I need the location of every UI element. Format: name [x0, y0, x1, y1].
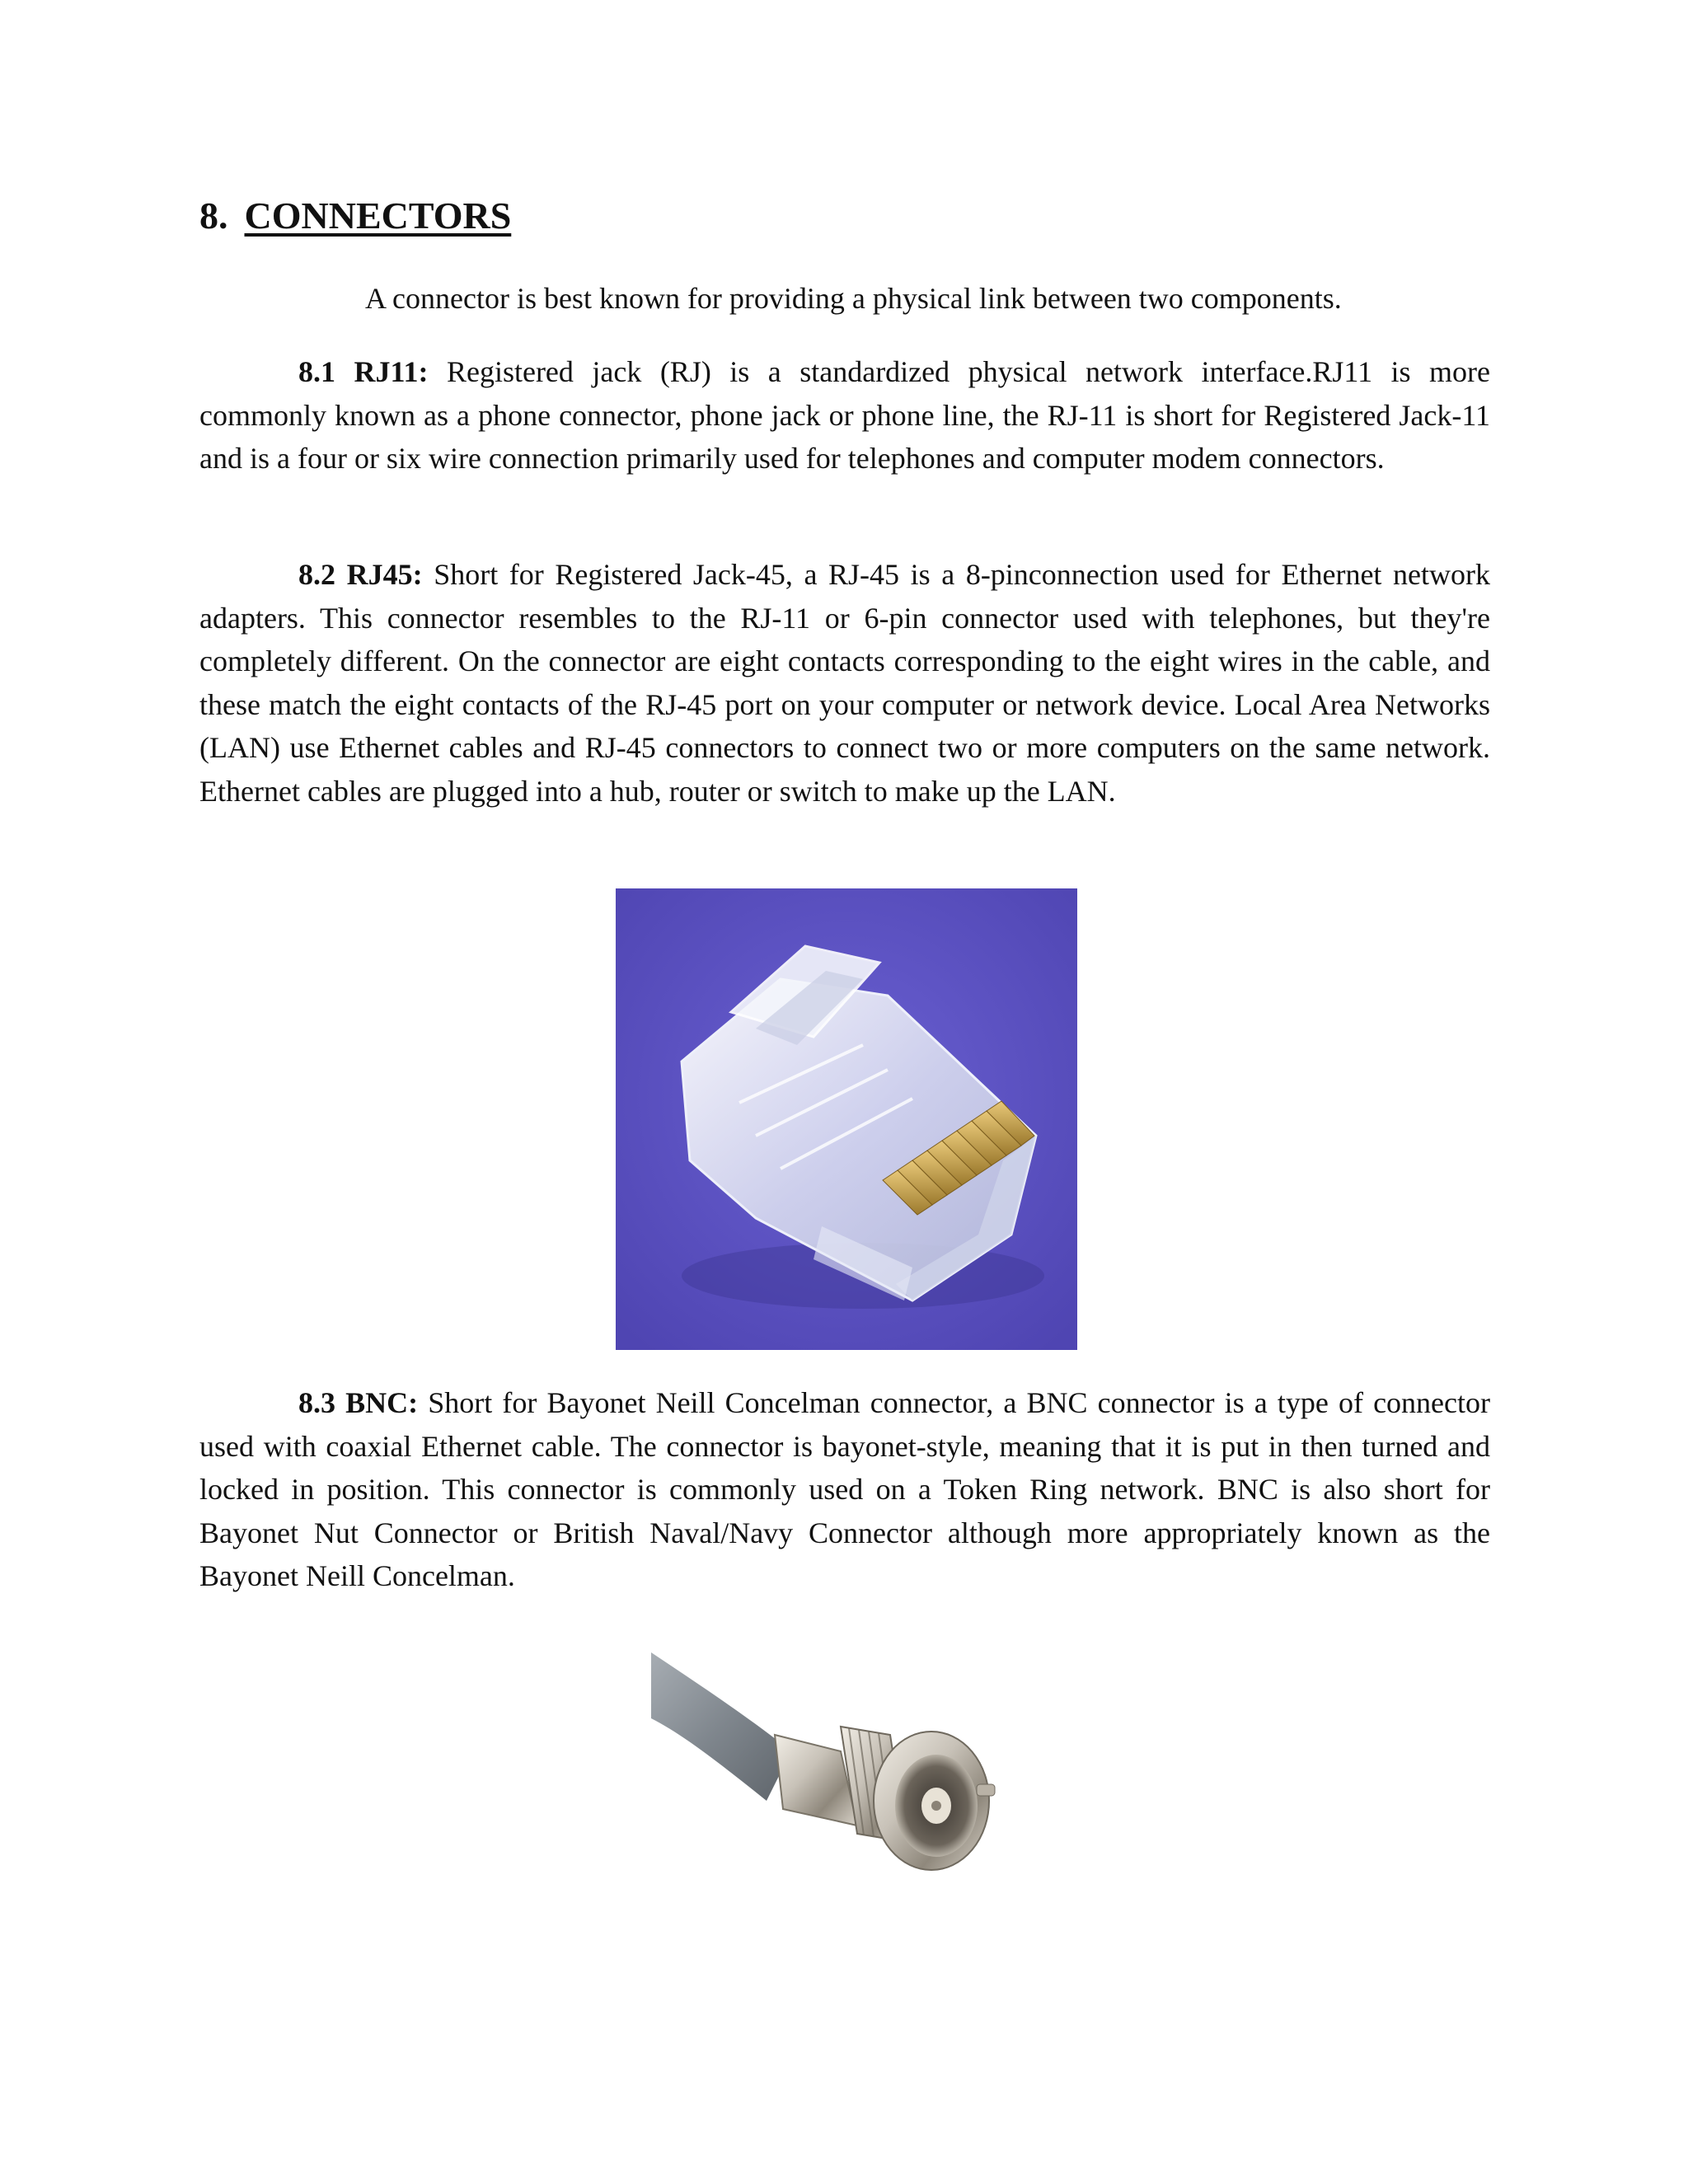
paragraph-lead: 8.1 RJ11: [298, 355, 429, 388]
paragraph-text: Short for Bayonet Neill Concelman connector, a BNC connector is a type of connector used with coaxial Ethernet cable. The connector is bayonet-style, meaning that it is put in then turned and locked in position. This connector is commonly used on a Token Ring network. BNC is also short for Bayonet Nut Connector or British Naval/Navy Connector although more appropriately known as the Bayonet Neill Concelman. [199, 1386, 1491, 1593]
paragraph-rj11 [199, 350, 1490, 480]
paragraph-bnc [199, 1381, 1490, 1598]
bnc-connector-image [651, 1636, 1047, 1933]
section-title: CONNECTORS [244, 194, 512, 237]
rj45-connector-image [616, 888, 1077, 1350]
paragraph-lead: 8.3 BNC: [298, 1386, 419, 1419]
intro-paragraph: A connector is best known for providing a physical link between two components. [365, 282, 1342, 315]
paragraph-text: Short for Registered Jack-45, a RJ-45 is a 8-pinconnection used for Ethernet network adapters. This connector resembles to the RJ-11 or 6-pin connector used with telephones, but they're completely different. On the connector are eight contacts corresponding to the eight wires in the cable, and these match the eight contacts of the RJ-45 port on your computer or network device. Local Area Networks (LAN) use Ethernet cables and RJ-45 connectors to connect two or more computers on the same network. Ethernet cables are plugged into a hub, router or switch to make up the LAN. [199, 558, 1490, 808]
section-number: 8. [199, 194, 228, 237]
paragraph-text: Registered jack (RJ) is a standardized physical network interface.RJ11 is more commonly known as a phone connector, phone jack or phone line, the RJ-11 is short for Registered Jack-11 and is a four or six wire connection primarily used for telephones and computer modem connectors. [199, 355, 1491, 476]
paragraph-rj45 [199, 553, 1490, 813]
paragraph-lead: 8.2 RJ45: [298, 558, 423, 591]
section-heading [199, 191, 511, 241]
